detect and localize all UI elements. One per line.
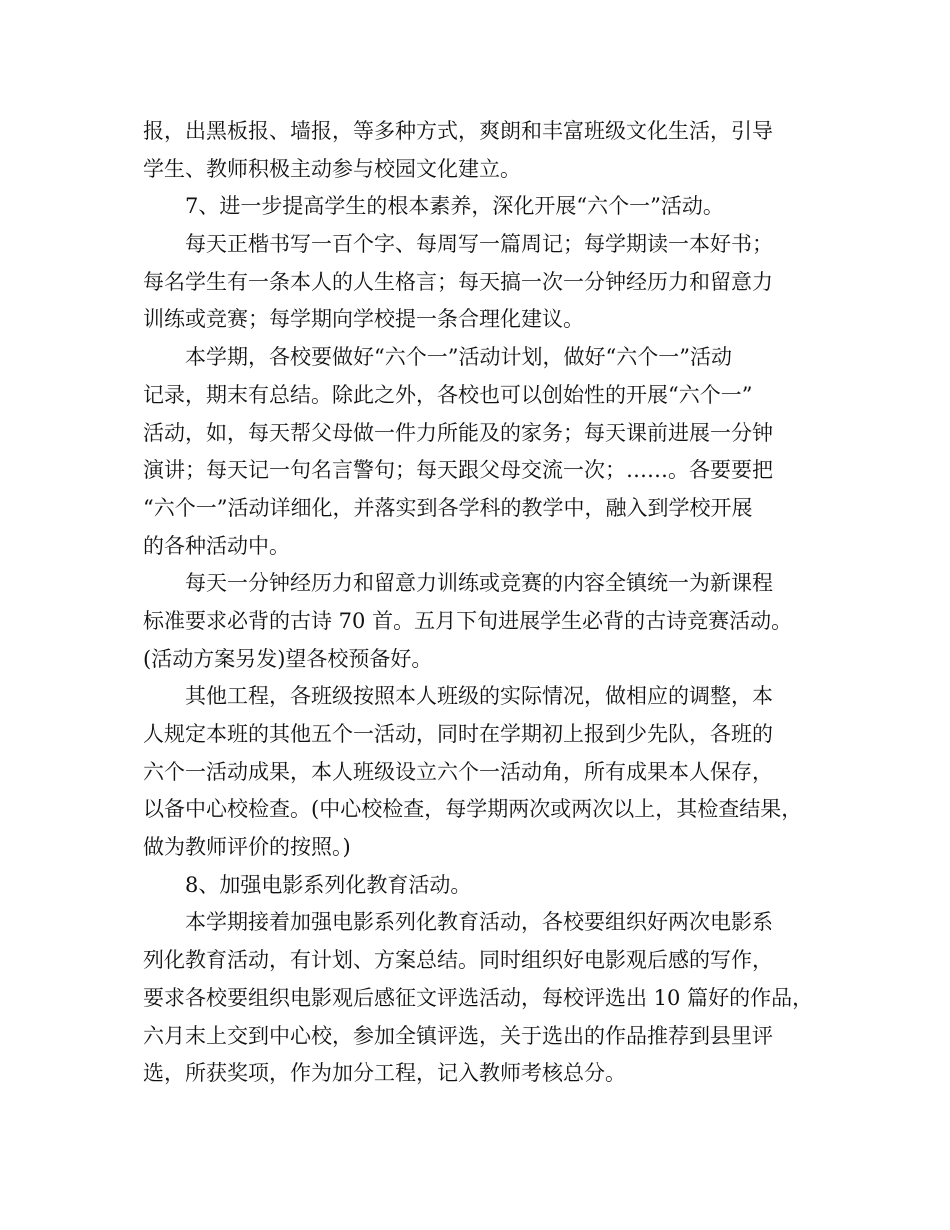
text-line: 每名学生有一条本人的人生格言；每天搞一次一分钟经历力和留意力: [143, 269, 773, 294]
text-line: 8、加强电影系列化教育活动。: [185, 872, 472, 897]
text-line: 做为教师评价的按照。): [143, 835, 351, 860]
text-line: 六个一活动成果，本人班级设立六个一活动角，所有成果本人保存，: [143, 759, 773, 784]
text-line: (活动方案另发)望各校预备好。: [143, 646, 433, 671]
text-line: 每天一分钟经历力和留意力训练或竞赛的内容全镇统一为新课程: [185, 571, 773, 596]
text-line: 活动，如，每天帮父母做一件力所能及的家务；每天课前进展一分钟: [143, 420, 773, 445]
text-line: 标准要求必背的古诗 70 首。五月下旬进展学生必背的古诗竞赛活动。: [143, 608, 793, 633]
text-line: 记录，期末有总结。除此之外，各校也可以创始性的开展“六个一”: [143, 382, 753, 407]
text-line: 以备中心校检查。(中心校检查，每学期两次或两次以上，其检查结果，: [143, 797, 803, 822]
text-line: “六个一”活动详细化，并落实到各学科的教学中，融入到学校开展: [143, 495, 753, 520]
text-line: 本学期接着加强电影系列化教育活动，各校要组织好两次电影系: [185, 910, 773, 935]
text-line: 人规定本班的其他五个一活动，同时在学期初上报到少先队，各班的: [143, 722, 773, 746]
text-line: 每天正楷书写一百个字、每周写一篇周记；每学期读一本好书；: [185, 232, 773, 257]
text-line: 7、进一步提高学生的根本素养，深化开展“六个一”活动。: [185, 194, 724, 219]
text-line: 其他工程，各班级按照本人班级的实际情况，做相应的调整，本: [185, 684, 773, 709]
text-line: 演讲；每天记一句名言警句；每天跟父母交流一次；……。各要要把: [143, 458, 773, 483]
text-line: 选，所获奖项，作为加分工程，记入教师考核总分。: [143, 1061, 626, 1086]
text-line: 的各种活动中。: [143, 533, 290, 558]
text-line: 学生、教师积极主动参与校园文化建立。: [143, 156, 521, 181]
text-line: 要求各校要组织电影观后感征文评选活动，每校评选出 10 篇好的作品，: [143, 985, 814, 1010]
text-line: 训练或竞赛；每学期向学校提一条合理化建议。: [143, 307, 584, 332]
text-line: 六月末上交到中心校，参加全镇评选，关于选出的作品推荐到县里评: [143, 1023, 773, 1048]
text-line: 列化教育活动，有计划、方案总结。同时组织好电影观后感的写作，: [143, 948, 773, 973]
text-line: 本学期，各校要做好“六个一”活动计划，做好“六个一”活动: [185, 345, 732, 370]
document-body: [143, 113, 829, 1093]
text-line: 报，出黑板报、墙报，等多种方式，爽朗和丰富班级文化生活，引导: [143, 119, 773, 143]
